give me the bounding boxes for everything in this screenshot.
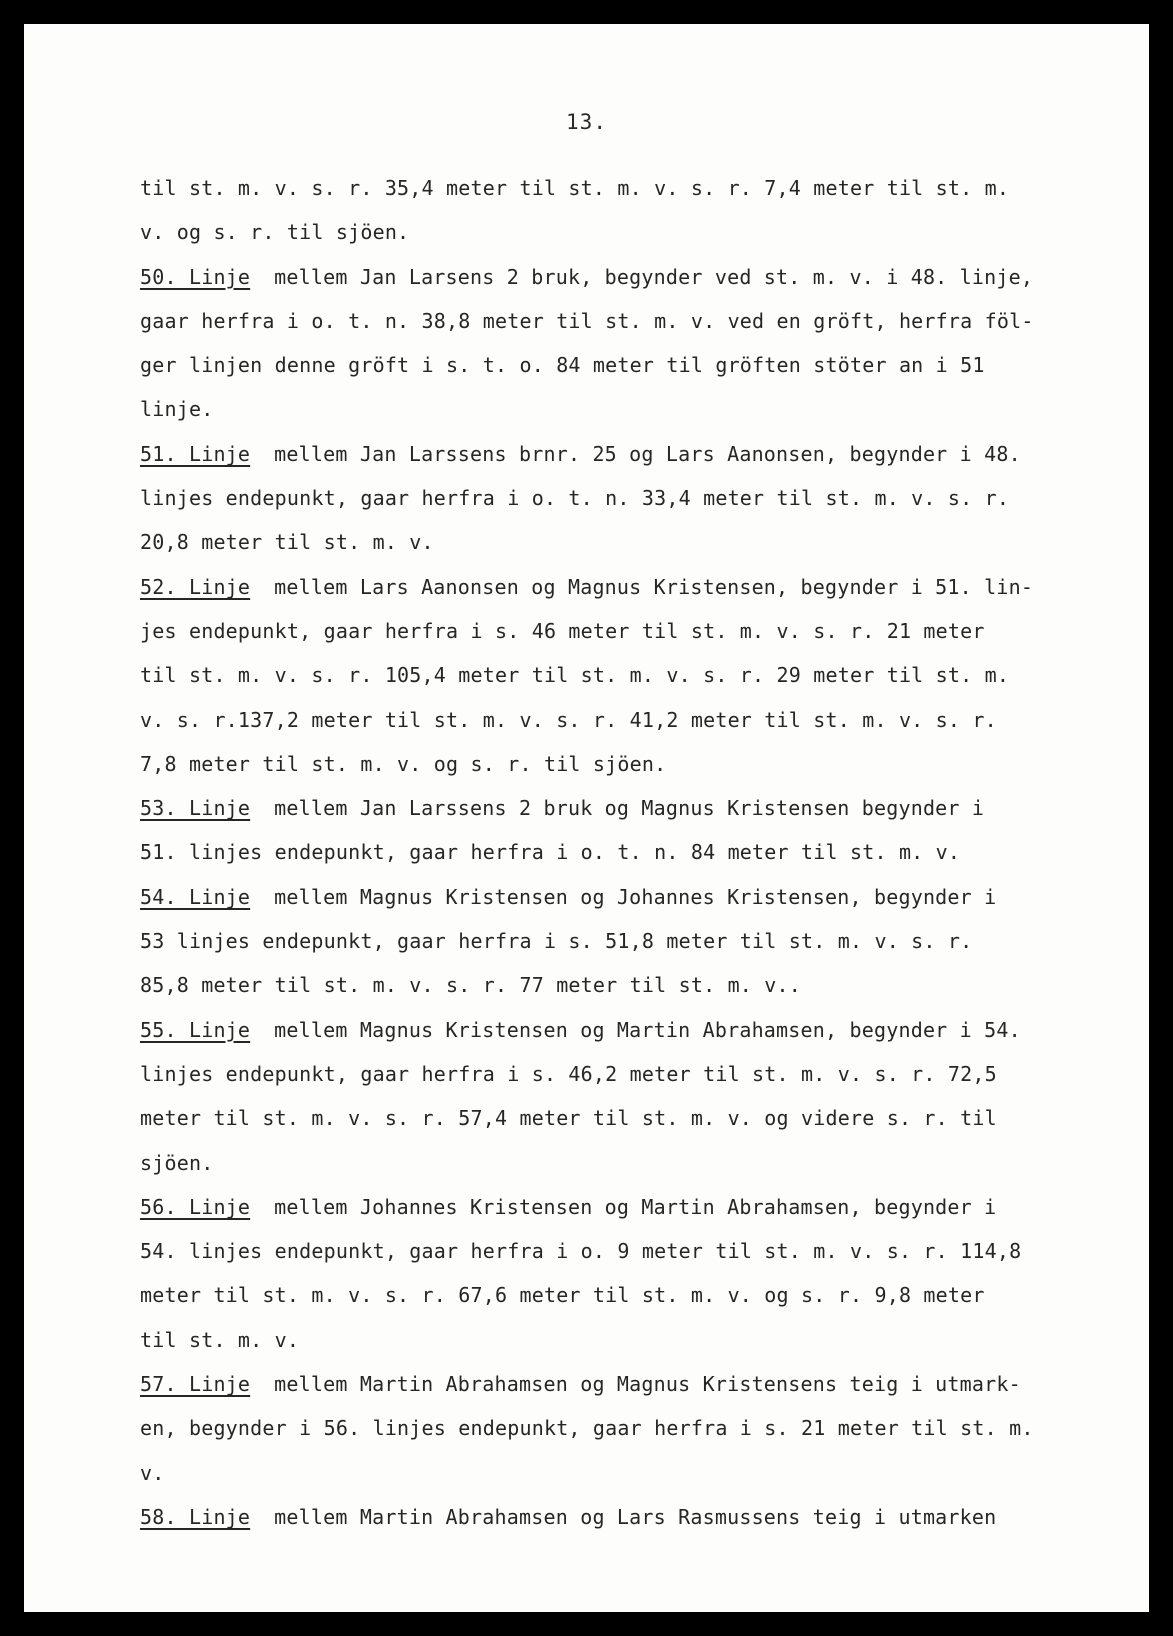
text-line (140, 609, 1120, 653)
text-line (140, 166, 1120, 210)
page-number: 13. (566, 110, 607, 134)
line-text: 54. linjes endepunkt, gaar herfra i o. 9 meter til st. m. v. s. r. 114,8 (140, 1239, 1022, 1264)
section-heading: 58. Linje (140, 1504, 251, 1529)
text-line (140, 520, 1120, 564)
text-line (140, 1273, 1120, 1317)
line-text: linjes endepunkt, gaar herfra i o. t. n. 33,4 meter til st. m. v. s. r. (140, 486, 1010, 511)
section-heading: 57. Linje (140, 1372, 251, 1397)
section-heading: 53. Linje (140, 796, 251, 821)
line-text: linje. (140, 397, 214, 422)
line-text: v. (140, 1460, 165, 1485)
line-text: mellem Jan Larssens 2 bruk og Magnus Kristensen begynder i (274, 796, 985, 821)
section-heading: 56. Linje (140, 1194, 251, 1219)
text-line (140, 830, 1120, 874)
text-line (140, 786, 1120, 830)
line-text: til st. m. v. s. r. 105,4 meter til st. m. v. s. r. 29 meter til st. m. (140, 663, 1010, 688)
text-line (140, 1052, 1120, 1096)
line-text: en, begynder i 56. linjes endepunkt, gaar herfra i s. 21 meter til st. m. (140, 1416, 1034, 1441)
line-text: mellem Martin Abrahamsen og Lars Rasmussens teig i utmarken (274, 1504, 997, 1529)
line-text: 20,8 meter til st. m. v. (140, 530, 434, 555)
line-text: mellem Lars Aanonsen og Magnus Kristensen, begynder i 51. lin- (274, 574, 1034, 599)
line-text: mellem Martin Abrahamsen og Magnus Kristensens teig i utmark- (274, 1372, 1021, 1397)
section-heading: 51. Linje (140, 441, 251, 466)
line-text: 53 linjes endepunkt, gaar herfra i s. 51,8 meter til st. m. v. s. r. (140, 929, 973, 954)
line-text: 85,8 meter til st. m. v. s. r. 77 meter til st. m. v.. (140, 973, 802, 998)
text-line (140, 1318, 1120, 1362)
text-line (140, 698, 1120, 742)
text-line (140, 1185, 1120, 1229)
document-body (140, 166, 1120, 1539)
line-text: til st. m. v. s. r. 35,4 meter til st. m. v. s. r. 7,4 meter til st. m. (140, 176, 1010, 200)
line-text: linjes endepunkt, gaar herfra i s. 46,2 meter til st. m. v. s. r. 72,5 (140, 1061, 997, 1086)
text-line (140, 476, 1120, 520)
line-text: 7,8 meter til st. m. v. og s. r. til sjöen. (140, 751, 667, 776)
line-text: jes endepunkt, gaar herfra i s. 46 meter til st. m. v. s. r. 21 meter (140, 618, 985, 643)
line-text: mellem Jan Larsens 2 bruk, begynder ved st. m. v. i 48. linje, (274, 264, 1034, 289)
text-line (140, 255, 1120, 299)
line-text: sjöen. (140, 1150, 214, 1175)
text-line (140, 387, 1120, 431)
text-line (140, 299, 1120, 343)
line-text: v. s. r.137,2 meter til st. m. v. s. r. 41,2 meter til st. m. v. s. r. (140, 707, 997, 732)
section-heading: 54. Linje (140, 884, 251, 909)
section-heading: 52. Linje (140, 574, 251, 599)
text-line (140, 875, 1120, 919)
line-text: mellem Johannes Kristensen og Martin Abrahamsen, begynder i (274, 1194, 997, 1219)
text-line (140, 963, 1120, 1007)
text-line (140, 432, 1120, 476)
text-line (140, 742, 1120, 786)
text-line (140, 1096, 1120, 1140)
document-page (24, 24, 1149, 1612)
text-line (140, 1008, 1120, 1052)
line-text: mellem Jan Larssens brnr. 25 og Lars Aanonsen, begynder i 48. (274, 441, 1021, 466)
text-line (140, 1229, 1120, 1273)
line-text: gaar herfra i o. t. n. 38,8 meter til st. m. v. ved en gröft, herfra föl- (140, 308, 1034, 333)
text-line (140, 210, 1120, 254)
line-text: meter til st. m. v. s. r. 67,6 meter til st. m. v. og s. r. 9,8 meter (140, 1283, 985, 1308)
line-text: v. og s. r. til sjöen. (140, 220, 410, 245)
line-text: mellem Magnus Kristensen og Martin Abrahamsen, begynder i 54. (274, 1017, 1021, 1042)
line-text: 51. linjes endepunkt, gaar herfra i o. t. n. 84 meter til st. m. v. (140, 840, 961, 865)
section-heading: 50. Linje (140, 264, 251, 289)
text-line (140, 1141, 1120, 1185)
text-line (140, 565, 1120, 609)
text-line (140, 919, 1120, 963)
text-line (140, 343, 1120, 387)
section-heading: 55. Linje (140, 1017, 251, 1042)
text-line (140, 1495, 1120, 1539)
text-line (140, 1362, 1120, 1406)
text-line (140, 653, 1120, 697)
line-text: mellem Magnus Kristensen og Johannes Kristensen, begynder i (274, 884, 997, 909)
text-line (140, 1406, 1120, 1450)
text-line (140, 1451, 1120, 1495)
line-text: til st. m. v. (140, 1327, 300, 1352)
line-text: meter til st. m. v. s. r. 57,4 meter til st. m. v. og videre s. r. til (140, 1106, 997, 1131)
line-text: ger linjen denne gröft i s. t. o. 84 meter til gröften stöter an i 51 (140, 353, 985, 378)
